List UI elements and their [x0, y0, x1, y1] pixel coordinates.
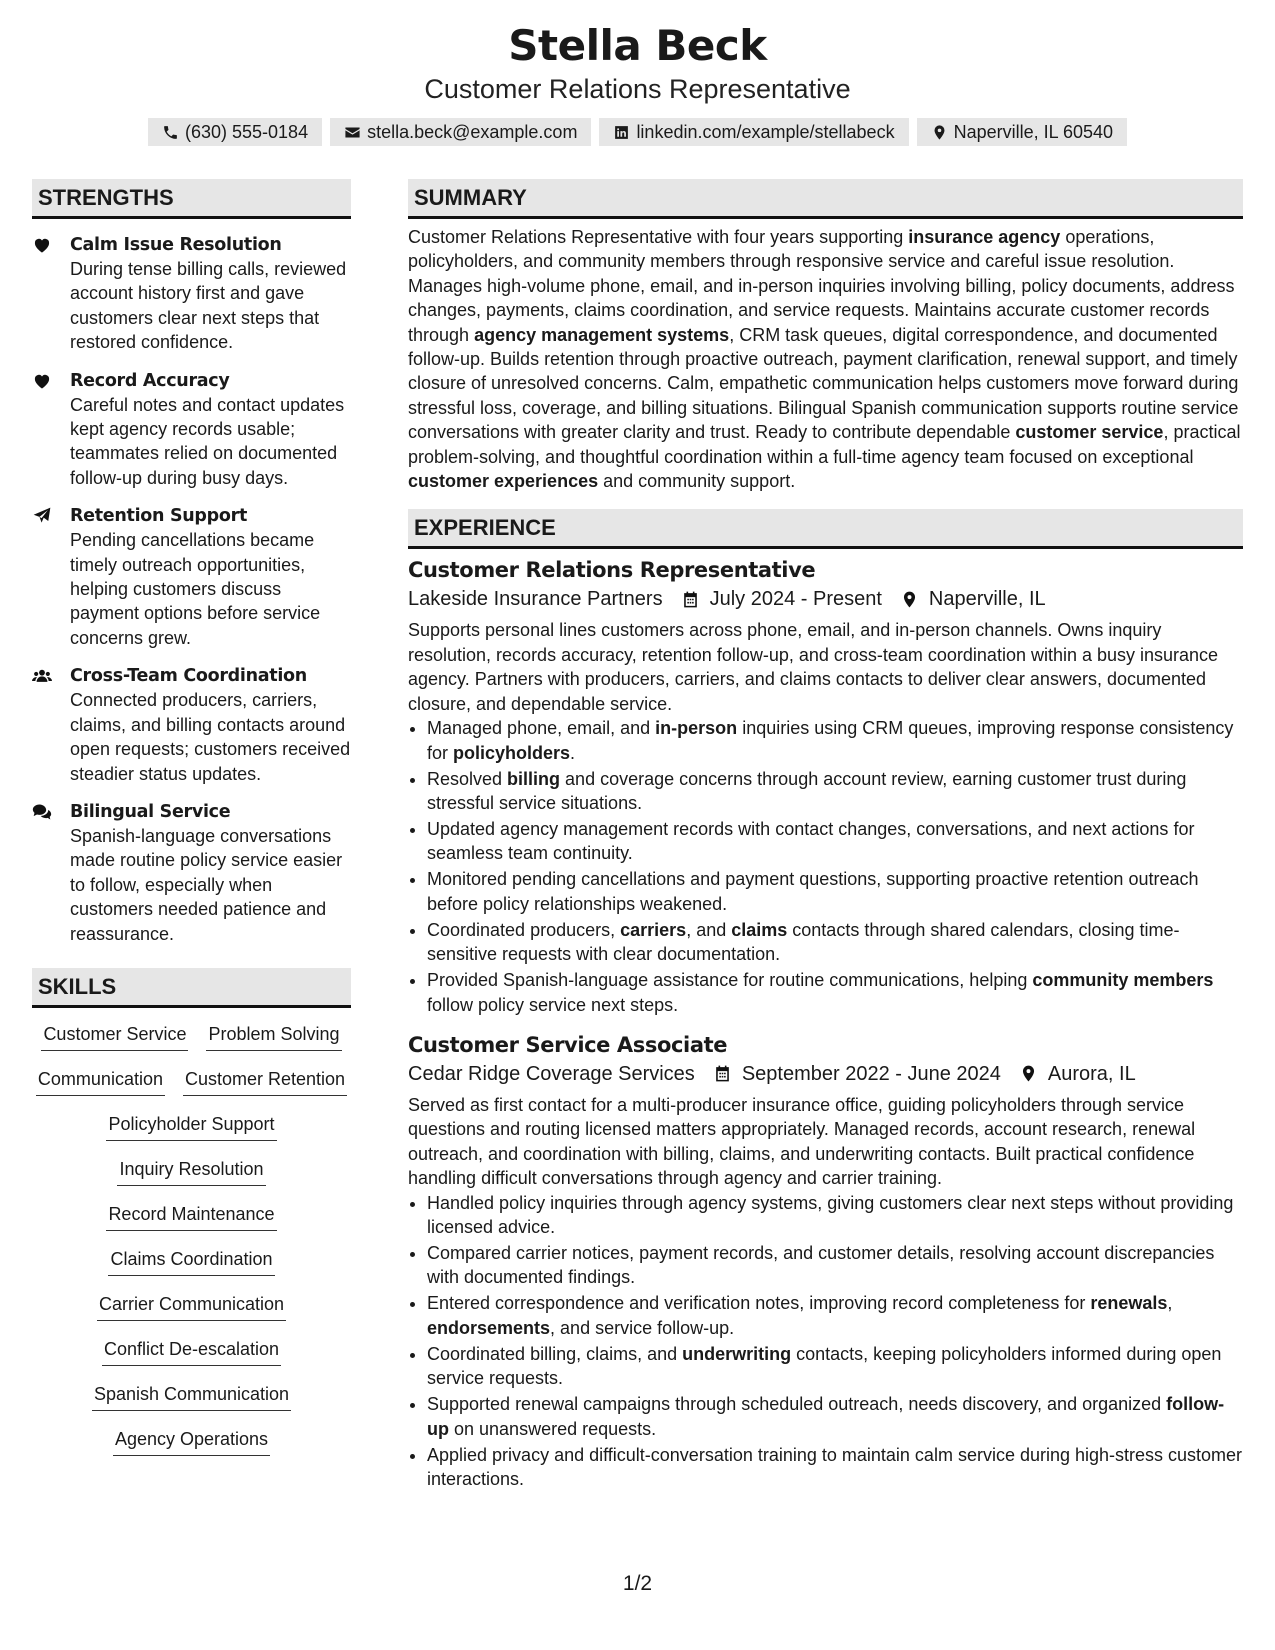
emphasis-text: follow-up	[427, 1394, 1225, 1439]
job-bullets	[408, 716, 1243, 1017]
strength-desc: During tense billing calls, reviewed account history first and gave customers clear next steps that restored confidence.	[70, 259, 347, 353]
skills-list	[32, 1022, 351, 1472]
skill-tag: Record Maintenance	[106, 1202, 276, 1231]
paper-plane-icon	[32, 506, 52, 526]
heart-icon	[32, 371, 52, 391]
contact-location-text: Naperville, IL 60540	[953, 122, 1114, 142]
job-bullet: • Handled policy inquiries through agency systems, giving customers clear next steps without providing licensed advice.	[427, 1191, 1243, 1240]
job-dates: September 2022 - June 2024	[741, 1062, 1001, 1085]
job-bullet: • Coordinated billing, claims, and underwriting contacts, keeping policyholders informed during open service requests.	[427, 1342, 1243, 1391]
strength-item	[32, 800, 351, 946]
skill-tag: Spanish Communication	[92, 1382, 291, 1411]
job-description: Supports personal lines customers across phone, email, and in-person channels. Owns inquiry resolution, records accuracy, retention follow-up, and cross-team coordination within a busy insurance agency. Partners with producers, carriers, and claims contacts to deliver clear answers, documented closure, and dependable service.	[408, 620, 1219, 714]
job-bullet: • Monitored pending cancellations and payment questions, supporting proactive retention outreach before policy relationships weakened.	[427, 867, 1243, 916]
strength-item	[32, 233, 351, 355]
skill-tag: Claims Coordination	[108, 1247, 274, 1276]
strength-desc: Careful notes and contact updates kept agency records usable; teammates relied on documented follow-up during busy days.	[70, 394, 345, 488]
strength-desc: Connected producers, carriers, claims, and billing contacts around open requests; customers received steadier status updates.	[70, 690, 351, 784]
emphasis-text: endorsements	[427, 1317, 551, 1338]
job-bullet: • Resolved billing and coverage concerns through account review, earning customer trust during stressful service situations.	[427, 767, 1243, 816]
emphasis-text: customer service	[1015, 422, 1164, 443]
emphasis-text: carriers	[620, 919, 687, 940]
right-column	[408, 179, 1243, 1493]
job-location: Aurora, IL	[1047, 1062, 1136, 1085]
contact-email[interactable]	[330, 118, 591, 146]
strengths-heading: STRENGTHS	[32, 179, 351, 219]
skill-tag: Agency Operations	[113, 1427, 270, 1456]
skill-tag: Inquiry Resolution	[117, 1157, 265, 1186]
skill-tag: Carrier Communication	[97, 1292, 286, 1321]
emphasis-text: community members	[1032, 970, 1214, 991]
contact-linkedin-text: linkedin.com/example/stellabeck	[636, 122, 895, 142]
job-bullet: • Compared carrier notices, payment records, and customer details, resolving account discrepancies with documented findings.	[427, 1241, 1243, 1290]
contact-location[interactable]	[917, 118, 1127, 146]
resume-header	[0, 18, 1275, 146]
emphasis-text: insurance agency	[908, 227, 1061, 247]
emphasis-text: policyholders	[453, 742, 571, 763]
contact-email-text: stella.beck@example.com	[367, 122, 578, 142]
job-bullets	[408, 1191, 1243, 1492]
heart-icon	[32, 235, 52, 255]
job-description: Served as first contact for a multi-producer insurance office, guiding policyholders through service questions and routing licensed matters appropriately. Managed records, account research, renewal outreach, and coordination with billing, claims, and underwriting contacts. Built practical confidence handling difficult conversations through agency and carrier training.	[408, 1094, 1196, 1189]
strength-title: Retention Support	[70, 506, 248, 527]
job-meta	[408, 1059, 1243, 1089]
job-dates: July 2024 - Present	[709, 588, 882, 611]
job-bullet: • Managed phone, email, and in-person inquiries using CRM queues, improving response consistency for policyholders.	[427, 716, 1243, 765]
skill-tag: Communication	[36, 1067, 165, 1096]
skill-tag: Problem Solving	[206, 1022, 341, 1051]
job-company: Lakeside Insurance Partners	[408, 588, 663, 611]
strength-title: Bilingual Service	[70, 801, 231, 822]
job-bullet: • Coordinated producers, carriers, and claims contacts through shared calendars, closing time-sensitive requests with clear documentation.	[427, 918, 1243, 967]
contact-phone-text: (630) 555-0184	[184, 122, 309, 142]
job-title: Customer Relations Representative	[408, 558, 816, 583]
skills-heading: SKILLS	[32, 968, 351, 1008]
envelope-icon	[344, 124, 361, 141]
job-bullet: • Applied privacy and difficult-conversation training to maintain calm service during high-stress customer interactions.	[427, 1443, 1243, 1492]
calendar-icon	[713, 1064, 732, 1083]
job-bullet: • Entered correspondence and verification notes, improving record completeness for renewals, endorsements, and service follow-up.	[427, 1291, 1243, 1340]
strength-title: Cross-Team Coordination	[70, 666, 307, 687]
emphasis-text: in-person	[655, 718, 738, 739]
skill-tag: Policyholder Support	[106, 1112, 276, 1141]
candidate-name: Stella Beck	[508, 21, 767, 70]
strength-desc: Spanish-language conversations made routine policy service easier to follow, especially when customers needed patience and reassurance.	[70, 825, 343, 944]
left-column	[32, 179, 351, 1472]
map-pin-icon	[931, 124, 948, 141]
job-entry	[408, 1031, 1243, 1491]
strength-item	[32, 664, 351, 786]
job-company: Cedar Ridge Coverage Services	[408, 1062, 695, 1085]
strength-title: Calm Issue Resolution	[70, 235, 282, 255]
job-location: Naperville, IL	[928, 588, 1046, 611]
summary-heading: SUMMARY	[408, 179, 1243, 219]
calendar-icon	[681, 590, 700, 609]
strength-desc: Pending cancellations became timely outreach opportunities, helping customers discuss payment options before service concerns grew.	[70, 530, 321, 648]
emphasis-text: claims	[731, 919, 788, 940]
contact-bar	[0, 118, 1275, 146]
emphasis-text: agency management systems	[474, 324, 730, 345]
summary-text: Customer Relations Representative with four years supporting insurance agency operations, policyholders, and community members through responsive service and careful issue resolution. Manages high-volume phone, email, and in-person inquiries involving billing, policy documents, address changes, payments, claims coordination, and service requests. Maintains accurate customer records through agency management systems, CRM task queues, digital correspondence, and documented follow-up. Builds retention through proactive outreach, payment clarification, renewal support, and timely closure of unresolved concerns. Calm, empathetic communication helps customers move forward during stressful loss, coverage, and billing situations. Bilingual Spanish communication supports routine service conversations with greater clarity and trust. Ready to contribute dependable customer service, practical problem-solving, and thoughtful coordination within a full-time agency team focused on exceptional customer experiences and community support.	[408, 227, 1241, 492]
strength-item	[32, 504, 351, 650]
contact-linkedin[interactable]	[599, 118, 908, 146]
skill-tag: Customer Service	[41, 1022, 188, 1051]
emphasis-text: billing	[507, 768, 561, 789]
experience-heading: EXPERIENCE	[408, 509, 1243, 549]
candidate-title: Customer Relations Representative	[424, 74, 851, 104]
page-number: 1/2	[622, 1572, 653, 1595]
linkedin-icon	[613, 124, 630, 141]
job-meta	[408, 584, 1243, 614]
skill-tag: Customer Retention	[183, 1067, 347, 1096]
strength-item	[32, 369, 351, 491]
emphasis-text: customer experiences	[408, 471, 599, 492]
contact-phone[interactable]	[148, 118, 322, 146]
job-bullet: • Provided Spanish-language assistance for routine communications, helping community members follow policy service next steps.	[427, 968, 1243, 1017]
map-pin-icon	[900, 590, 919, 609]
emphasis-text: renewals	[1090, 1293, 1168, 1314]
job-title: Customer Service Associate	[408, 1032, 728, 1057]
phone-icon	[162, 124, 179, 141]
emphasis-text: underwriting	[682, 1343, 792, 1364]
users-icon	[32, 666, 52, 686]
strength-title: Record Accuracy	[70, 370, 230, 391]
comments-icon	[32, 802, 52, 822]
job-bullet: • Supported renewal campaigns through scheduled outreach, needs discovery, and organized follow-up on unanswered requests.	[427, 1392, 1243, 1441]
job-entry	[408, 556, 1243, 1016]
map-pin-icon	[1019, 1064, 1038, 1083]
skill-tag: Conflict De-escalation	[102, 1337, 281, 1366]
job-bullet: • Updated agency management records with contact changes, conversations, and next actions for seamless team continuity.	[427, 817, 1243, 866]
